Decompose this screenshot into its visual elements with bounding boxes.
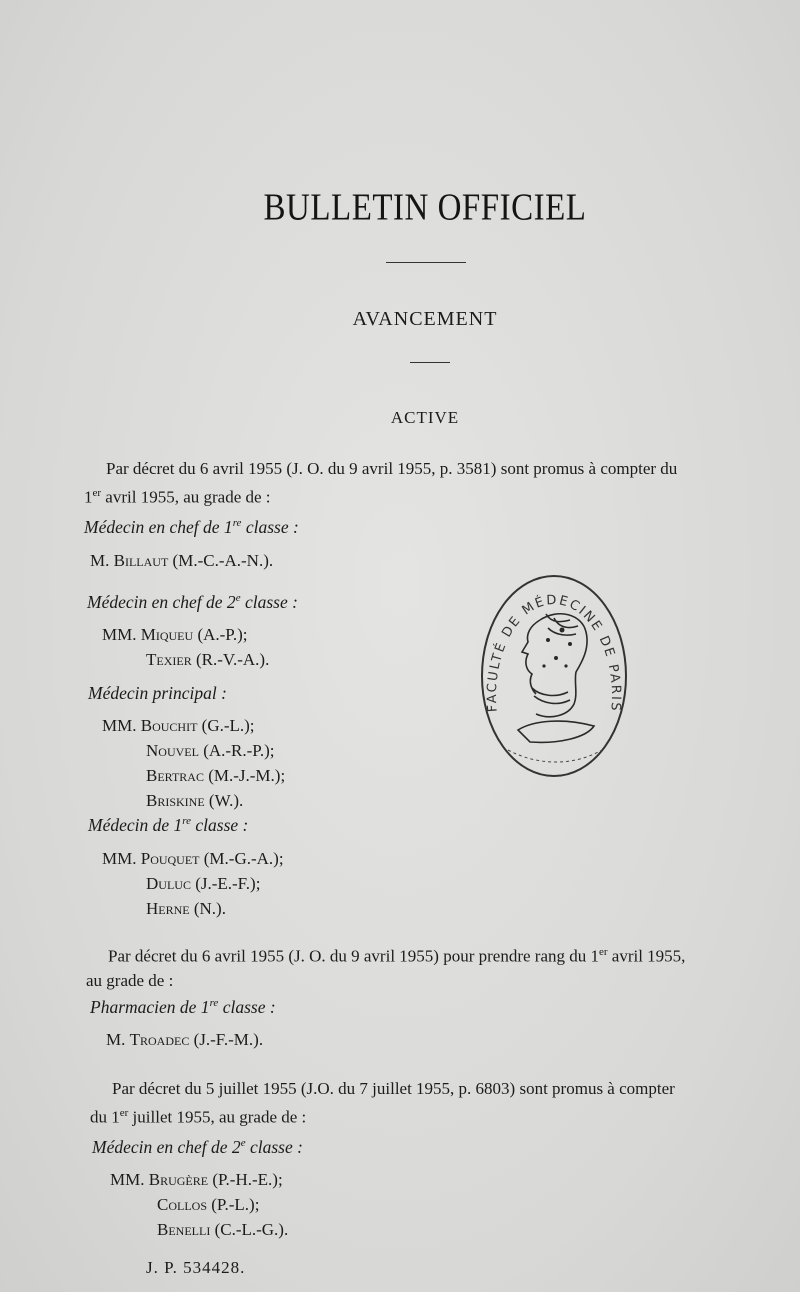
divider [386, 262, 466, 263]
list-item: M. Billaut (M.-C.-A.-N.). [90, 551, 274, 570]
grade-heading: Médecin en chef de 2e classe : [87, 592, 298, 612]
list-item: MM. Brugère (P.-H.-E.); [110, 1170, 283, 1189]
paragraph-line: 1er avril 1955, au grade de : [84, 487, 271, 507]
paragraph-line: Par décret du 6 avril 1955 (J. O. du 9 avril 1955) pour prendre rang du 1er avril 1955, [108, 946, 686, 966]
paragraph-line: au grade de : [86, 970, 174, 990]
list-item: MM. Bouchit (G.-L.); [102, 716, 255, 735]
list-item: Herne (N.). [146, 899, 226, 918]
page-title: BULLETIN OFFICIEL [263, 187, 587, 229]
grade-heading: Médecin de 1re classe : [88, 815, 249, 835]
decree-paragraph [84, 457, 778, 510]
grade-heading: Médecin principal : [88, 683, 227, 703]
grade-heading: Médecin en chef de 2e classe : [92, 1137, 303, 1157]
reference-number: J. P. 534428. [146, 1258, 246, 1277]
list-item: MM. Pouquet (M.-G.-A.); [102, 849, 284, 868]
svg-text:FACULTÉ DE MÉDECINE DE PARIS: FACULTÉ DE MÉDECINE DE PARIS [484, 592, 624, 714]
list-item: Briskine (W.). [146, 791, 244, 810]
paragraph-line: Par décret du 6 avril 1955 (J. O. du 9 avril 1955, p. 3581) sont promus à compter du [106, 459, 678, 478]
list-item: MM. Miqueu (A.-P.); [102, 625, 248, 644]
section-heading: AVANCEMENT [352, 308, 498, 330]
list-item: Collos (P.-L.); [157, 1195, 260, 1214]
subsection-heading: ACTIVE [390, 408, 460, 427]
divider [410, 362, 450, 363]
list-item: Duluc (J.-E.-F.); [146, 874, 261, 893]
list-item: Nouvel (A.-R.-P.); [146, 741, 275, 760]
grade-heading: Médecin en chef de 1re classe : [84, 517, 299, 537]
list-item: Texier (R.-V.-A.). [146, 650, 270, 669]
decree-paragraph [86, 940, 782, 993]
list-item: Bertrac (M.-J.-M.); [146, 766, 286, 785]
list-item: Benelli (C.-L.-G.). [157, 1220, 289, 1239]
seal-stamp-icon [478, 570, 630, 782]
paragraph-line: du 1er juillet 1955, au grade de : [90, 1107, 307, 1127]
paragraph-line: Par décret du 5 juillet 1955 (J.O. du 7 juillet 1955, p. 6803) sont promus à compter [112, 1079, 675, 1098]
list-item: M. Troadec (J.-F.-M.). [106, 1030, 264, 1049]
grade-heading: Pharmacien de 1re classe : [90, 997, 276, 1017]
decree-paragraph [90, 1077, 784, 1130]
